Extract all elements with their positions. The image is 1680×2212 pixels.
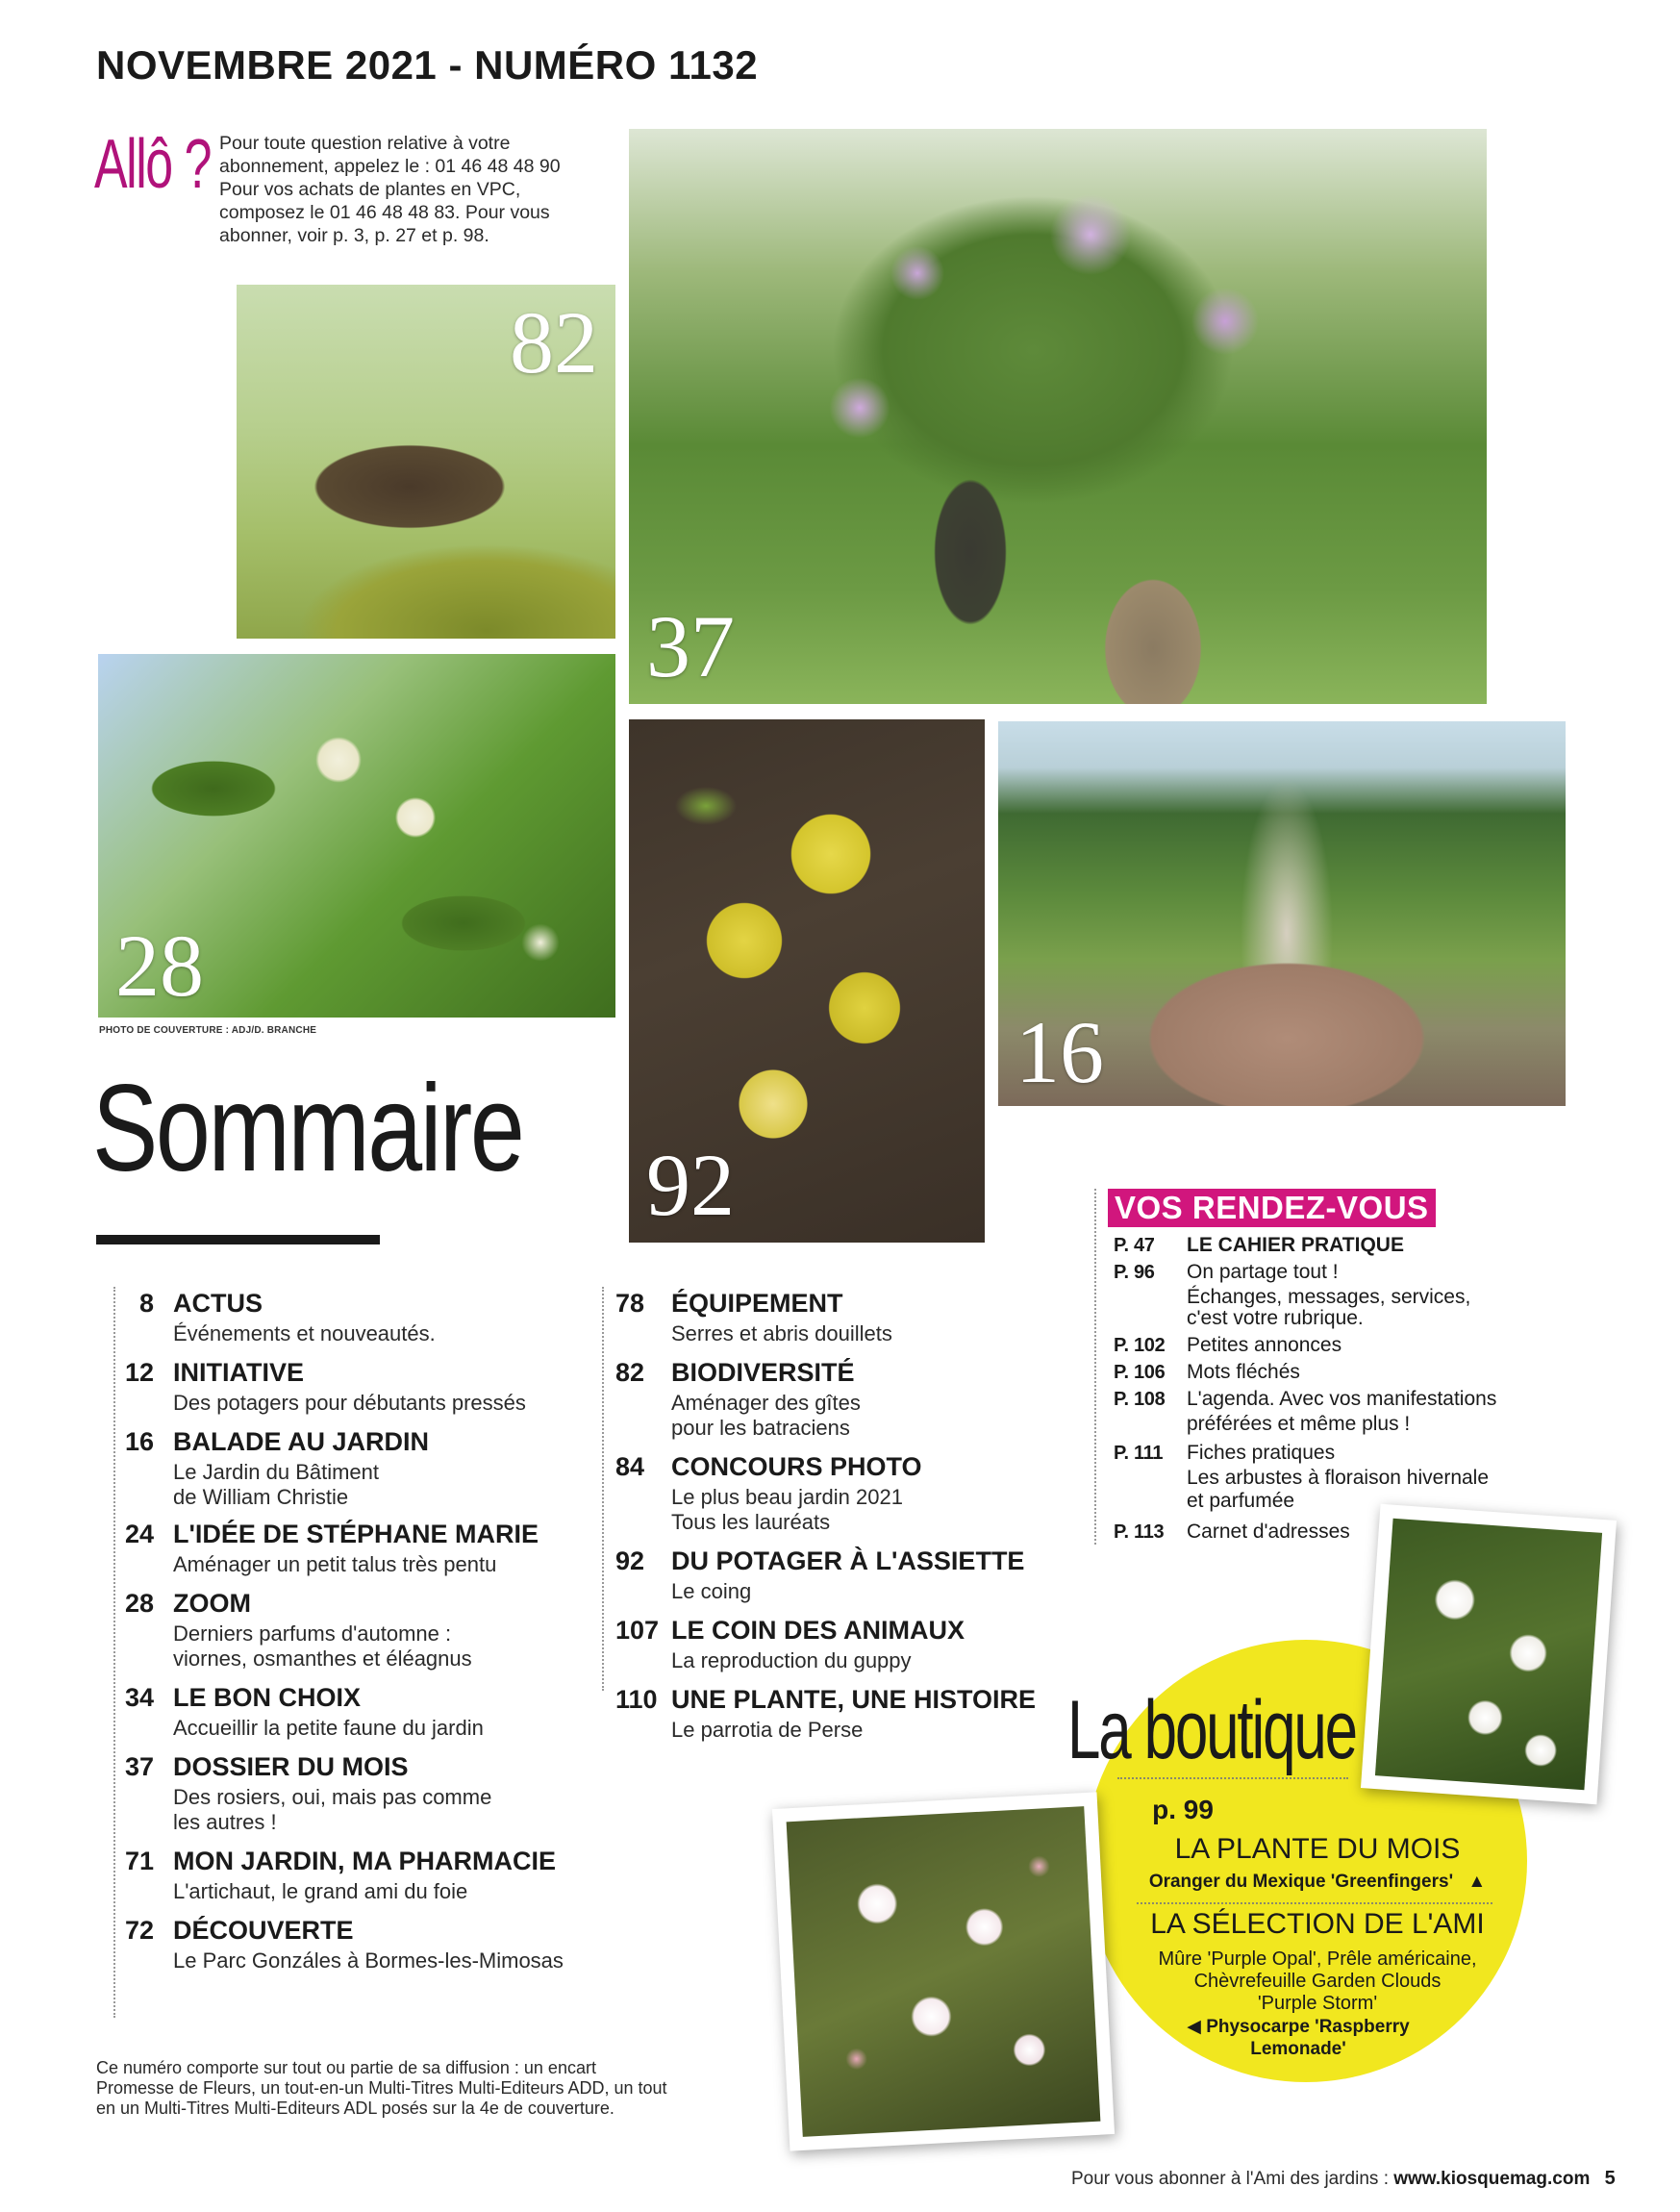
entry-desc: Serres et abris douillets [671, 1321, 892, 1345]
rendezvous-text: Fiches pratiques [1187, 1442, 1336, 1464]
rendezvous-text: Carnet d'adresses [1187, 1521, 1350, 1543]
column-divider [113, 1287, 115, 2018]
entry-desc: les autres ! [173, 1810, 277, 1834]
entry-page: 72 [124, 1916, 154, 1945]
column-divider [1094, 1189, 1096, 1545]
entry-title: LE COIN DES ANIMAUX [671, 1616, 965, 1645]
sommaire-heading: Sommaire [92, 1060, 523, 1197]
selection-line: Mûre 'Purple Opal', Prêle américaine, [1158, 1948, 1477, 1970]
allo-line: abonner, voir p. 3, p. 27 et p. 98. [219, 225, 489, 246]
entry-page: 78 [615, 1289, 645, 1318]
plant-of-month-heading: LA PLANTE DU MOIS [1174, 1833, 1461, 1865]
entry-title: ACTUS [173, 1289, 263, 1318]
physocarpus-image [787, 1806, 1101, 2137]
entry-desc: Tous les lauréats [671, 1510, 831, 1534]
rendezvous-heading: VOS RENDEZ-VOUS [1108, 1189, 1436, 1227]
allo-line: Pour vos achats de plantes en VPC, [219, 179, 521, 200]
entry-page: 92 [615, 1546, 645, 1575]
plant-name-text: Oranger du Mexique 'Greenfingers' [1148, 1872, 1454, 1892]
frog-photo[interactable] [237, 285, 615, 639]
entry-desc: Le coing [671, 1579, 752, 1603]
mexican-orange-image [1375, 1519, 1602, 1791]
entry-desc: La reproduction du guppy [671, 1648, 912, 1672]
photo-page-number: 82 [510, 293, 598, 391]
rendezvous-text: Mots fléchés [1187, 1361, 1300, 1383]
physocarpus-photo[interactable] [772, 1792, 1115, 2150]
entry-title: DOSSIER DU MOIS [173, 1752, 409, 1781]
entry-desc: Accueillir la petite faune du jardin [173, 1716, 484, 1740]
rendezvous-text: Échanges, messages, services, [1187, 1286, 1471, 1308]
entry-desc: Des rosiers, oui, mais pas comme [173, 1785, 492, 1809]
entry-title: MON JARDIN, MA PHARMACIE [173, 1847, 556, 1875]
rendezvous-page: P. 106 [1114, 1362, 1166, 1383]
entry-title: DU POTAGER À L'ASSIETTE [671, 1546, 1025, 1575]
osmanthus-photo[interactable] [98, 654, 615, 1018]
entry-title: ZOOM [173, 1589, 251, 1618]
allo-line: Pour toute question relative à votre [219, 133, 511, 154]
entry-desc: Le plus beau jardin 2021 [671, 1485, 903, 1509]
entry-desc: Le Jardin du Bâtiment [173, 1460, 380, 1484]
triangle-up-icon: ▲ [1467, 1872, 1487, 1892]
footnote-line: Promesse de Fleurs, un tout-en-un Multi-Titres Multi-Editeurs ADD, un tout [96, 2078, 667, 2098]
entry-desc: Événements et nouveautés. [173, 1321, 436, 1345]
entry-page: 84 [615, 1452, 645, 1481]
triangle-left-icon: ◀ [1187, 2017, 1201, 2037]
rendezvous-page: P. 102 [1114, 1335, 1166, 1356]
footer-text: Pour vous abonner à l'Ami des jardins : [1071, 2169, 1394, 2189]
entry-desc: Derniers parfums d'automne : [173, 1621, 452, 1646]
entry-desc: Des potagers pour débutants pressés [173, 1391, 526, 1415]
entry-title: ÉQUIPEMENT [671, 1289, 843, 1318]
rendezvous-text: On partage tout ! [1187, 1261, 1339, 1283]
entry-title: LE BON CHOIX [173, 1683, 362, 1712]
entry-page: 34 [124, 1683, 154, 1712]
rendezvous-text: préférées et même plus ! [1187, 1413, 1411, 1435]
cover-photo-credit: PHOTO DE COUVERTURE : ADJ/D. BRANCHE [99, 1025, 317, 1036]
entry-page: 12 [124, 1358, 154, 1387]
allo-line: composez le 01 46 48 48 83. Pour vous [219, 202, 550, 223]
boutique-page: p. 99 [1152, 1795, 1214, 1824]
rendezvous-page: P. 96 [1114, 1262, 1155, 1283]
mexican-orange-photo[interactable] [1361, 1504, 1617, 1804]
allo-line: abonnement, appelez le : 01 46 48 48 90 [219, 156, 561, 177]
rendezvous-text: et parfumée [1187, 1490, 1295, 1512]
entry-page: 110 [615, 1685, 658, 1714]
page-footer [1071, 2168, 1616, 2190]
entry-desc: Le parrotia de Perse [671, 1718, 864, 1742]
photo-page-number: 28 [115, 917, 204, 1015]
entry-desc: L'artichaut, le grand ami du foie [173, 1879, 468, 1903]
selection-featured-line: Lemonade' [1250, 2039, 1346, 2059]
issue-title: NOVEMBRE 2021 - NUMÉRO 1132 [96, 42, 759, 88]
entry-page: 8 [138, 1289, 154, 1318]
rendezvous-text: Les arbustes à floraison hivernale [1187, 1467, 1490, 1489]
rose-arbour-photo[interactable] [629, 129, 1487, 704]
photo-page-number: 92 [646, 1136, 735, 1234]
rendezvous-text: Petites annonces [1187, 1334, 1342, 1356]
entry-page: 82 [615, 1358, 645, 1387]
dotted-divider [1137, 1902, 1492, 1904]
plant-of-month-name[interactable] [1116, 1872, 1519, 1893]
entry-title: CONCOURS PHOTO [671, 1452, 922, 1481]
allo-info [219, 132, 604, 247]
allo-label: Allô ? [94, 126, 212, 203]
rendezvous-page: P. 111 [1114, 1443, 1164, 1464]
column-divider [602, 1287, 604, 1691]
entry-title: INITIATIVE [173, 1358, 305, 1387]
heading-underline [96, 1235, 380, 1244]
insert-footnote [96, 2058, 789, 2119]
entry-page: 28 [124, 1589, 154, 1618]
entry-desc: de William Christie [173, 1485, 349, 1509]
topiary-park-photo[interactable] [998, 721, 1566, 1106]
rendezvous-page: P. 113 [1114, 1521, 1165, 1543]
entry-title: BIODIVERSITÉ [671, 1358, 855, 1387]
dotted-divider [1117, 1777, 1348, 1779]
footnote-line: Ce numéro comporte sur tout ou partie de sa diffusion : un encart [96, 2058, 596, 2077]
selection-list [1116, 1948, 1519, 2015]
subscription-link[interactable]: www.kiosquemag.com [1393, 2169, 1591, 2189]
rendezvous-text: LE CAHIER PRATIQUE [1187, 1234, 1404, 1256]
entry-page: 16 [124, 1427, 154, 1456]
rendezvous-text: c'est votre rubrique. [1187, 1307, 1364, 1329]
entry-page: 71 [124, 1847, 154, 1875]
selection-heading: LA SÉLECTION DE L'AMI [1150, 1908, 1485, 1940]
photo-page-number: 37 [646, 597, 735, 695]
boutique-title: La boutique [1067, 1684, 1356, 1776]
entry-page: 37 [124, 1752, 154, 1781]
rendezvous-page: P. 108 [1114, 1389, 1166, 1410]
entry-desc: pour les batraciens [671, 1416, 850, 1440]
entry-page: 107 [615, 1616, 660, 1645]
entry-page: 24 [124, 1520, 154, 1548]
rendezvous-page: P. 47 [1114, 1235, 1155, 1256]
entry-desc: viornes, osmanthes et éléagnus [173, 1646, 472, 1671]
footnote-line: en un Multi-Titres Multi-Editeurs ADL posés sur la 4e de couverture. [96, 2099, 614, 2118]
entry-desc: Aménager un petit talus très pentu [173, 1552, 497, 1576]
selection-featured[interactable] [1135, 2016, 1462, 2060]
quince-photo[interactable] [629, 719, 985, 1243]
rendezvous-text: L'agenda. Avec vos manifestations [1187, 1388, 1497, 1410]
page-number: 5 [1604, 2168, 1616, 2189]
photo-page-number: 16 [1016, 1003, 1104, 1101]
entry-title: DÉCOUVERTE [173, 1916, 354, 1945]
entry-title: UNE PLANTE, UNE HISTOIRE [671, 1685, 1037, 1714]
selection-line: Chèvrefeuille Garden Clouds [1193, 1971, 1442, 1992]
entry-title: L'IDÉE DE STÉPHANE MARIE [173, 1520, 539, 1548]
selection-line: 'Purple Storm' [1257, 1993, 1378, 2014]
entry-desc: Le Parc Gonzáles à Bormes-les-Mimosas [173, 1948, 564, 1973]
entry-title: BALADE AU JARDIN [173, 1427, 430, 1456]
selection-featured-line: Physocarpe 'Raspberry [1206, 2017, 1410, 2037]
entry-desc: Aménager des gîtes [671, 1391, 861, 1415]
